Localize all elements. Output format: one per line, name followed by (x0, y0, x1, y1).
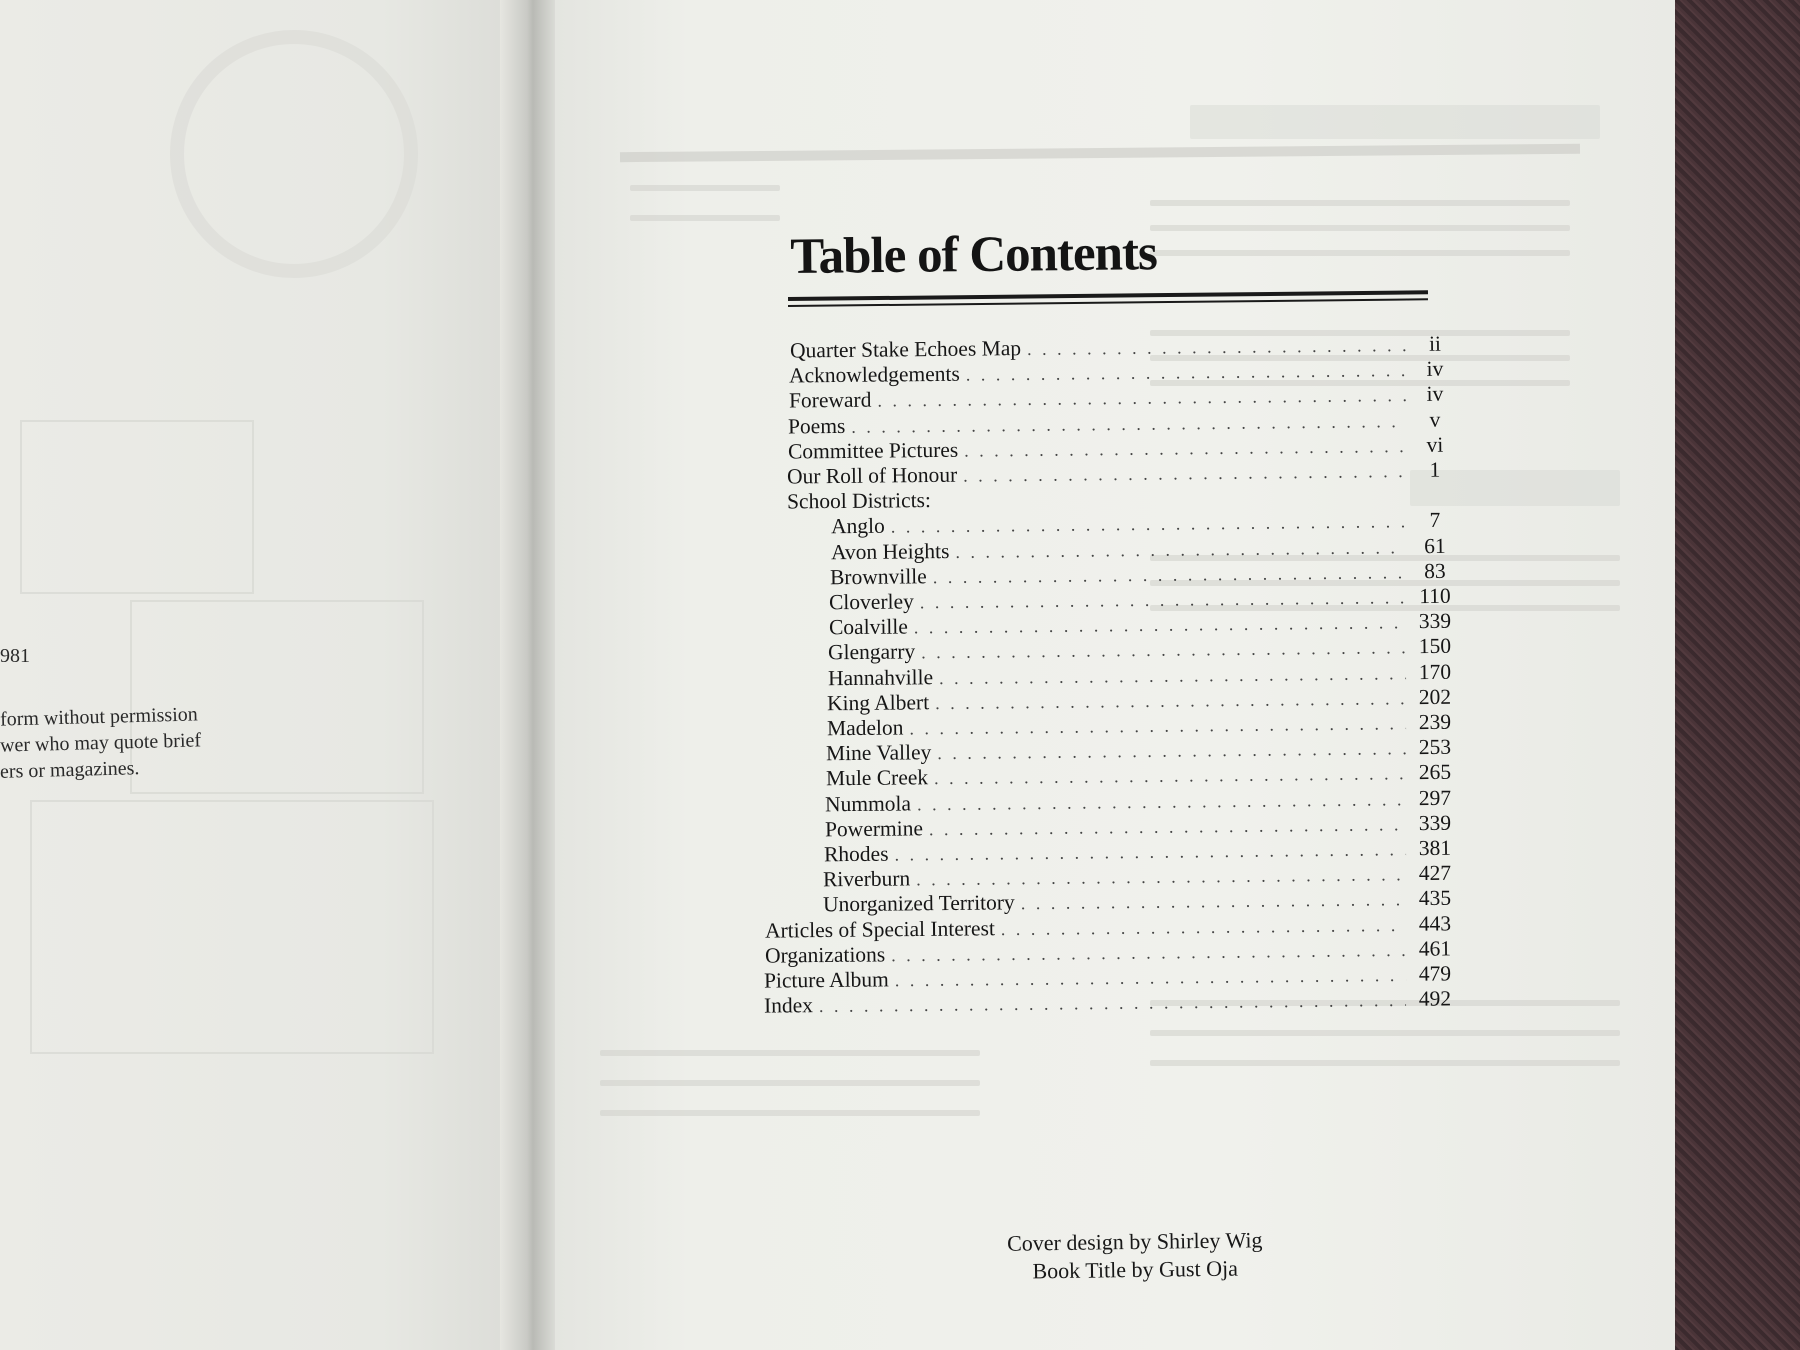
toc-entry-label: Madelon (826, 715, 904, 741)
credits (985, 1226, 1286, 1286)
toc-entry-page: 7 (1429, 508, 1441, 533)
toc-entry-label: Committee Pictures (787, 437, 959, 464)
toc-entry-page: 435 (1418, 886, 1452, 911)
dot-leader (939, 663, 1406, 689)
toc-entry-label: Quarter Stake Echoes Map (789, 336, 1022, 363)
toc-entry-page: vi (1426, 432, 1444, 457)
toc-entry-page: 265 (1418, 760, 1452, 785)
toc-entry-label: Our Roll of Honour (786, 462, 958, 489)
bleed-line (1150, 1030, 1620, 1036)
toc-entry-page: 253 (1418, 734, 1452, 760)
toc-entry-page: 170 (1418, 659, 1452, 684)
title-credit: Book Title by Gust Oja (1032, 1255, 1239, 1284)
toc-entry-label: Mine Valley (825, 740, 932, 766)
toc-entry-label: Hannahville (827, 664, 934, 690)
toc-entry-page: v (1429, 407, 1441, 432)
toc-entry-label: Riverburn (822, 866, 911, 892)
toc-entry-label: Foreward (788, 388, 872, 413)
toc-entry-label: Poems (787, 413, 846, 439)
toc-entry-page: 427 (1418, 860, 1452, 886)
ghost-map-shadow (130, 600, 424, 794)
ghost-map-shadow (30, 800, 434, 1054)
toc-entry-label: Rhodes (823, 841, 889, 867)
dot-leader (921, 638, 1406, 664)
toc-entry-page: iv (1426, 356, 1444, 382)
toc-entry-label: Brownville (829, 564, 927, 590)
year-fragment: 981 (0, 645, 30, 667)
toc-entry-page: 479 (1418, 961, 1452, 986)
copyright-line: form without permission (0, 703, 199, 731)
dot-leader (1001, 915, 1406, 940)
toc-entry-page: 239 (1418, 709, 1452, 735)
toc-entry-label: Coalville (828, 614, 908, 640)
bleed-line (1150, 225, 1570, 231)
dot-leader (1021, 890, 1406, 915)
toc-entry-page: 1 (1429, 457, 1441, 482)
bleed-line (1150, 200, 1570, 206)
toc-entry-page: ii (1428, 331, 1442, 356)
toc-entry-label: Mule Creek (825, 765, 929, 791)
bleed-line (1150, 1060, 1620, 1066)
toc-entry-label: King Albert (826, 690, 930, 716)
dot-leader (1027, 335, 1406, 360)
toc-entry-page: 61 (1424, 533, 1446, 558)
toc-entry-page: 297 (1418, 785, 1452, 810)
toc-entry-label: Powermine (824, 816, 924, 842)
toc-entry-label: Avon Heights (830, 538, 950, 564)
book-gutter (500, 0, 560, 1350)
toc-entry-page: 492 (1418, 986, 1452, 1011)
bleed-heading (1190, 105, 1600, 139)
bleed-line (630, 185, 780, 191)
toc-entry-page: 83 (1424, 558, 1446, 583)
toc-entry-label: Index (763, 993, 814, 1018)
dot-leader (964, 436, 1406, 462)
toc-entry-label: Articles of Special Interest (764, 915, 995, 943)
toc-entry-label: Picture Album (763, 967, 889, 993)
dot-leader (955, 537, 1406, 563)
toc-entry-page: 339 (1418, 608, 1452, 634)
toc-entry-page: 110 (1419, 583, 1451, 609)
left-page (0, 0, 545, 1350)
toc-entry-label: Nummola (824, 791, 912, 816)
cover-credit: Cover design by Shirley Wig (1006, 1227, 1263, 1256)
ghost-emblem-shadow (170, 30, 418, 278)
bleed-line (630, 215, 780, 221)
bleed-line (1150, 250, 1570, 256)
toc-entry-label: Organizations (764, 942, 886, 968)
toc-entry-page: 461 (1418, 936, 1452, 961)
bleed-line (600, 1050, 980, 1056)
toc-entry-page: iv (1426, 382, 1444, 407)
toc-entry-label: Cloverley (828, 589, 914, 615)
bleed-line (600, 1110, 980, 1116)
toc-entry-page: 339 (1418, 810, 1452, 835)
toc-entry-label: Unorganized Territory (822, 890, 1015, 917)
toc-entry-label: Glengarry (827, 639, 916, 665)
toc-entry-label: School Districts: (786, 488, 932, 514)
toc-entry-page: 381 (1418, 835, 1452, 861)
toc-entry-page: 150 (1418, 634, 1452, 659)
copyright-line: wer who may quote brief (0, 729, 202, 757)
bleed-line (600, 1080, 980, 1086)
toc-entry-page: 443 (1418, 911, 1452, 936)
ghost-map-shadow (20, 420, 254, 594)
dot-leader (934, 764, 1406, 790)
copyright-line: ers or magazines. (0, 757, 140, 783)
toc-title: Table of Contents (790, 225, 1158, 285)
carpet-background (1670, 0, 1800, 1350)
toc-entry-label: Acknowledgements (788, 361, 960, 388)
toc-entry-page: 202 (1418, 684, 1452, 709)
toc-entry-label: Anglo (830, 514, 885, 539)
